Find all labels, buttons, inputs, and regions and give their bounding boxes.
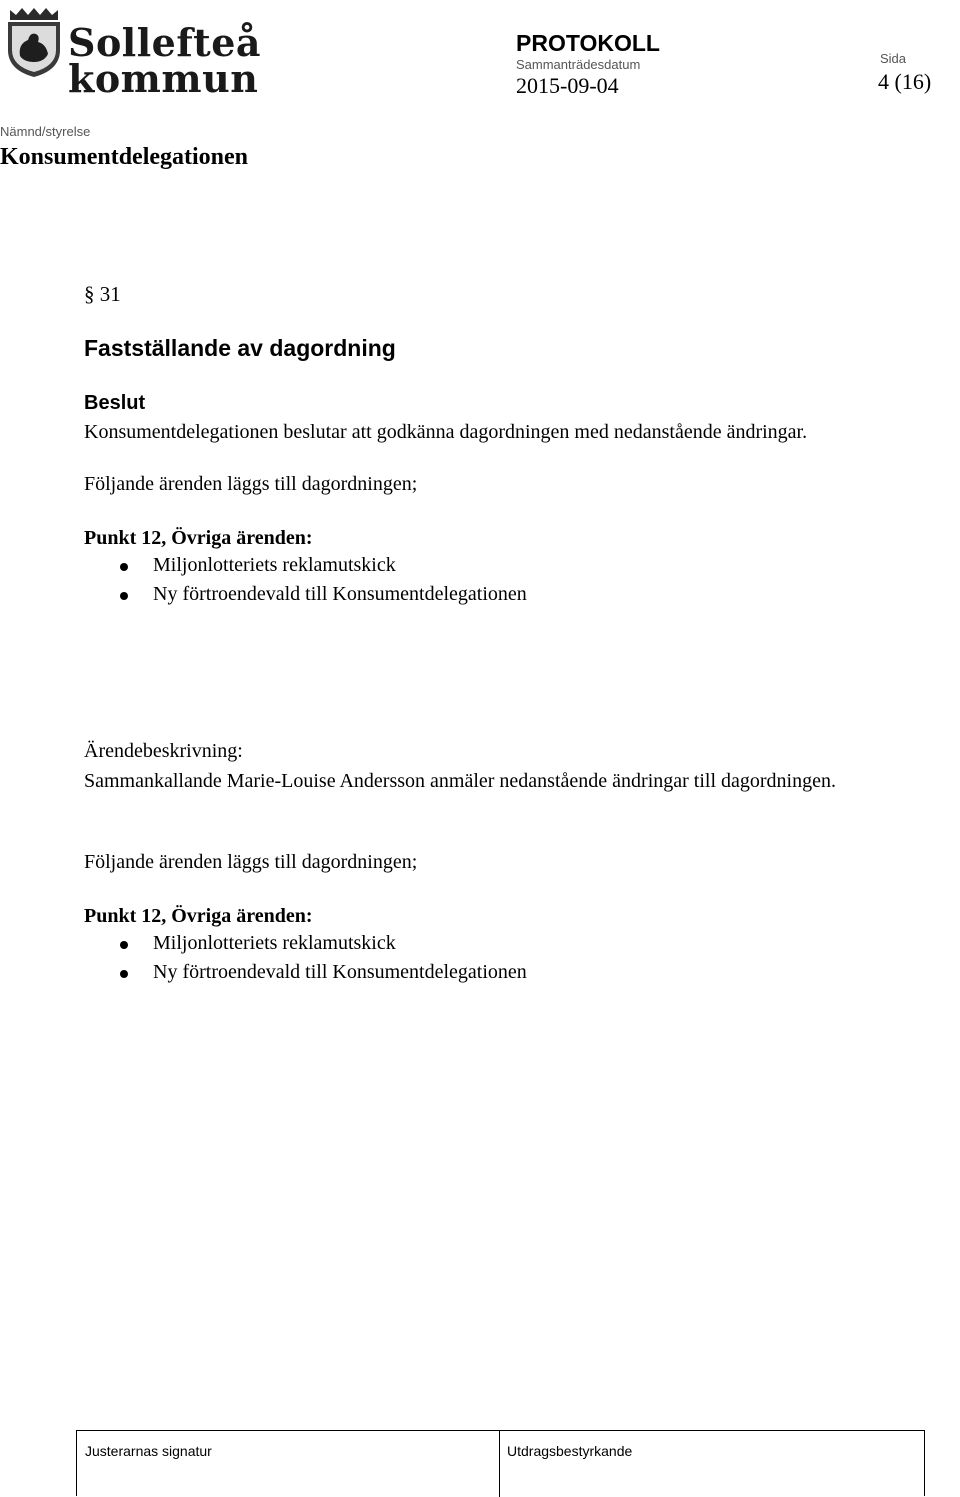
list-item-text: Ny förtroendevald till Konsumentdelegationen <box>153 961 527 983</box>
meeting-date: 2015-09-04 <box>516 73 619 98</box>
bullet-icon <box>120 970 128 978</box>
decision-heading: Beslut <box>84 392 146 414</box>
page-number: 4 (16) <box>878 69 932 94</box>
document-type: PROTOKOLL <box>516 30 660 56</box>
list-item-text: Miljonlotteriets reklamutskick <box>153 554 396 576</box>
list-item-text: Miljonlotteriets reklamutskick <box>153 932 396 954</box>
description-intro: Följande ärenden läggs till dagordningen; <box>84 851 418 873</box>
extract-certification-label: Utdragsbestyrkande <box>507 1443 633 1459</box>
logo-line-2: kommun <box>68 56 259 101</box>
signature-footer <box>76 1430 925 1496</box>
signature-label: Justerarnas signatur <box>85 1443 212 1459</box>
decision-intro: Följande ärenden läggs till dagordningen; <box>84 473 418 495</box>
bullet-icon <box>120 941 128 949</box>
description-point: Punkt 12, Övriga ärenden: <box>84 905 313 927</box>
logo-line-1: Sollefteå <box>68 20 262 65</box>
meeting-date-label: Sammanträdesdatum <box>516 57 641 72</box>
list-item-text: Ny förtroendevald till Konsumentdelegationen <box>153 583 527 605</box>
decision-point: Punkt 12, Övriga ärenden: <box>84 527 313 549</box>
footer-divider <box>499 1431 500 1497</box>
paragraph-number: § 31 <box>84 282 121 306</box>
board-name: Konsumentdelegationen <box>0 144 249 170</box>
description-text: Sammankallande Marie-Louise Andersson anmäler nedanstående ändringar till dagordningen. <box>84 770 836 792</box>
board-label: Nämnd/styrelse <box>0 124 91 139</box>
page-label: Sida <box>880 51 907 66</box>
section-title: Fastställande av dagordning <box>84 335 396 361</box>
bullet-icon <box>120 563 128 571</box>
decision-text: Konsumentdelegationen beslutar att godkänna dagordningen med nedanstående ändringar. <box>84 421 808 443</box>
bullet-icon <box>120 592 128 600</box>
description-heading: Ärendebeskrivning: <box>84 740 243 762</box>
coat-of-arms-icon <box>4 6 64 78</box>
